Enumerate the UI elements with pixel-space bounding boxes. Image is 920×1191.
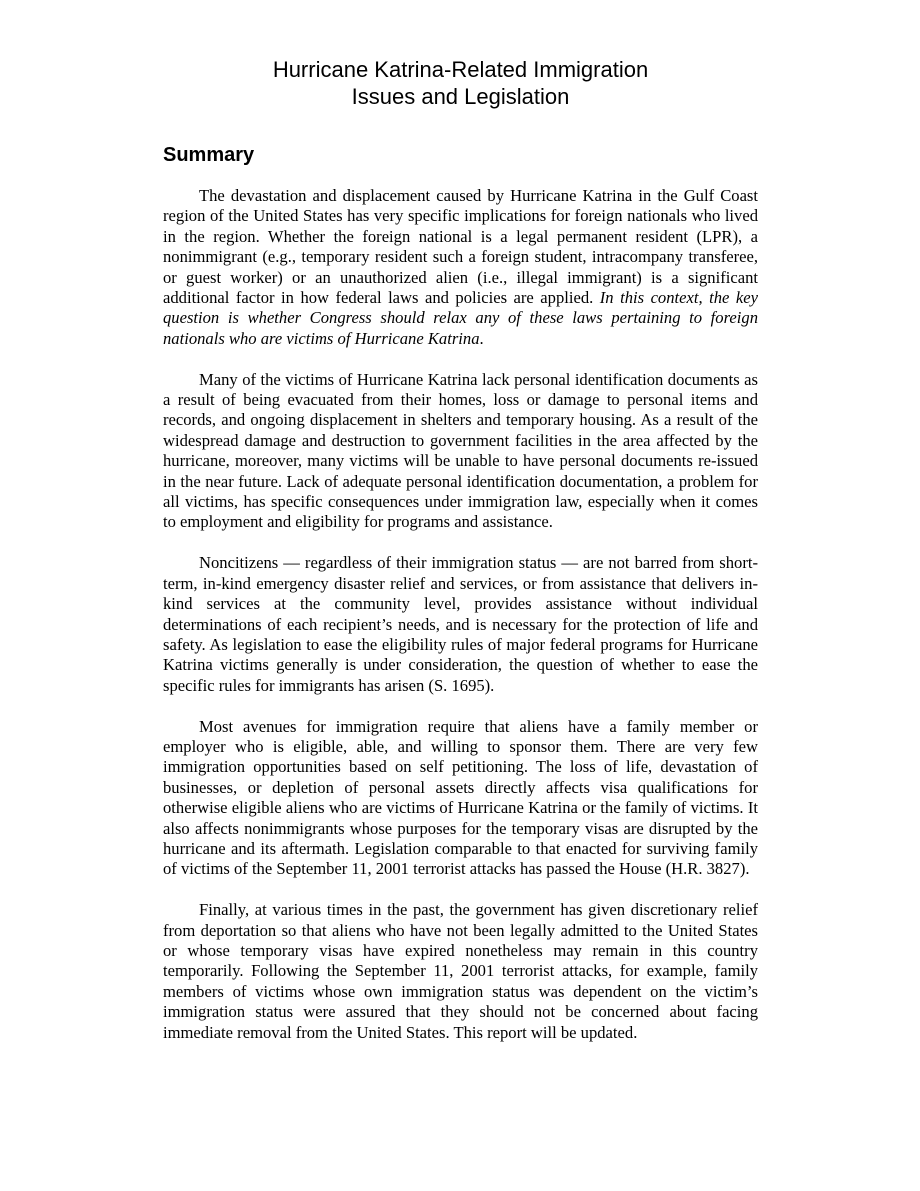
paragraph-1 [163,186,758,349]
paragraph-1-end: . [479,328,484,348]
paragraph-5: Finally, at various times in the past, the government has given discretionary relief from deportation so that aliens who have not been legally admitted to the United States or whose temporary visas have expired nonetheless may remain in this country temporarily. Following the September 11, 2001 terrorist attacks, for example, family members of victims whose own immigration status was dependent on the victim’s immigration status were assured that they should not be concerned about facing immediate removal from the United States. This report will be updated. [163,900,758,1042]
summary-heading: Summary [163,144,255,166]
paragraph-1-italic-text: In this context, the key question is whether Congress should relax any of these laws pertaining to foreign nationals who are victims of Hurricane Katrina [163,288,758,348]
title-line-2: Issues and Legislation [351,84,570,109]
paragraph-4: Most avenues for immigration require that aliens have a family member or employer who is eligible, able, and willing to sponsor them. There are very few immigration opportunities based on self petitioning. The loss of life, devastation of businesses, or depletion of personal assets directly affects visa qualifications for otherwise eligible aliens who are victims of Hurricane Katrina or the family of victims. It also affects nonimmigrants whose purposes for the temporary visas are disrupted by the hurricane and its aftermath. Legislation comparable to that enacted for surviving family of victims of the September 11, 2001 terrorist attacks has passed the House (H.R. 3827). [163,716,758,879]
paragraph-3: Noncitizens — regardless of their immigration status — are not barred from short-term, in-kind emergency disaster relief and services, or from assistance that delivers in-kind services at the community level, provides assistance without individual determinations of each recipient’s needs, and is necessary for the protection of life and safety. As legislation to ease the eligibility rules of major federal programs for Hurricane Katrina victims generally is under consideration, the question of whether to ease the specific rules for immigrants has arisen (S. 1695). [163,553,758,695]
document-title [163,56,758,110]
paragraph-1-text: The devastation and displacement caused by Hurricane Katrina in the Gulf Coast region of the United States has very specific implications for foreign nationals who lived in the region. Whether the foreign national is a legal permanent resident (LPR), a nonimmigrant (e.g., temporary resident such a foreign student, intracompany transferee, or guest worker) or an unauthorized alien (i.e., illegal immigrant) is a significant additional factor in how federal laws and policies are applied. [163,186,758,308]
paragraph-2: Many of the victims of Hurricane Katrina lack personal identification documents as a result of being evacuated from their homes, loss or damage to personal items and records, and ongoing displacement in shelters and temporary housing. As a result of the widespread damage and destruction to government facilities in the area affected by the hurricane, moreover, many victims will be unable to have personal documents re-issued in the near future. Lack of adequate personal identification documentation, a problem for all victims, has specific consequences under immigration law, especially when it comes to employment and eligibility for programs and assistance. [163,369,758,532]
title-line-1: Hurricane Katrina-Related Immigration [272,57,649,82]
document-page [163,0,758,1043]
